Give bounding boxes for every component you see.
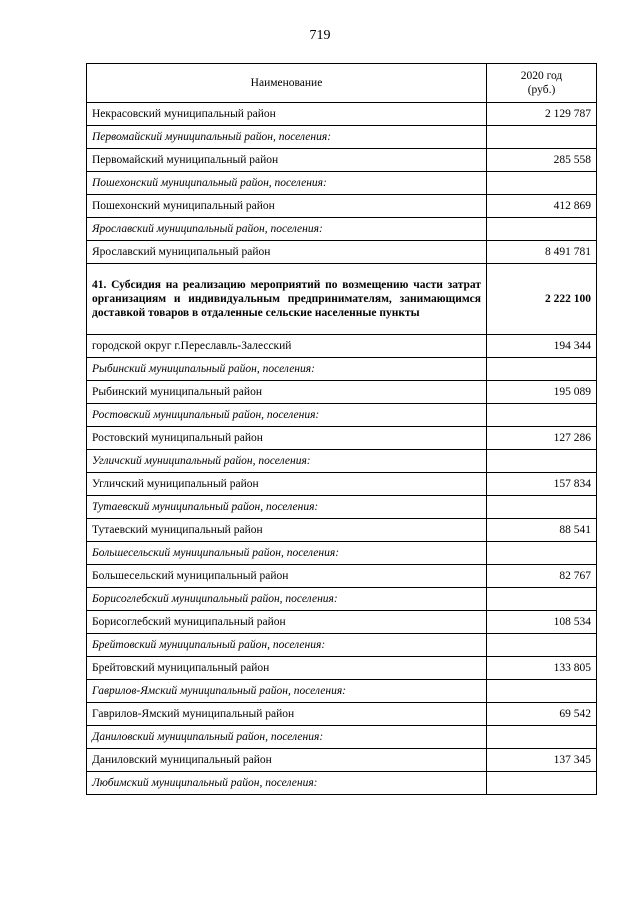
row-name-cell: Ярославский муниципальный район — [87, 241, 487, 264]
table-subheading-row — [87, 542, 597, 565]
row-amount-cell — [487, 126, 597, 149]
row-name-cell: Пошехонский муниципальный район, поселения: — [87, 172, 487, 195]
row-name-cell: Ростовский муниципальный район, поселения: — [87, 404, 487, 427]
page-number: 719 — [309, 28, 331, 43]
row-amount-cell: 285 558 — [487, 149, 597, 172]
row-name-cell: Рыбинский муниципальный район — [87, 381, 487, 404]
row-name-cell: Гаврилов-Ямский муниципальный район, поселения: — [87, 680, 487, 703]
row-name-cell: Некрасовский муниципальный район — [87, 103, 487, 126]
column-header-amount-year: 2020 год — [520, 70, 563, 82]
row-amount-cell — [487, 172, 597, 195]
row-name-cell: Первомайский муниципальный район, поселения: — [87, 126, 487, 149]
budget-table — [86, 63, 597, 795]
row-name-cell: Большесельский муниципальный район — [87, 565, 487, 588]
table-subheading-row — [87, 172, 597, 195]
table-subheading-row — [87, 218, 597, 241]
table-subheading-row — [87, 588, 597, 611]
table-subheading-row — [87, 450, 597, 473]
row-amount-cell: 157 834 — [487, 473, 597, 496]
row-amount-cell: 2 129 787 — [487, 103, 597, 126]
table-row — [87, 335, 597, 358]
row-name-cell: Рыбинский муниципальный район, поселения: — [87, 358, 487, 381]
row-amount-cell: 2 222 100 — [487, 264, 597, 335]
row-name-cell: Даниловский муниципальный район — [87, 749, 487, 772]
row-amount-cell — [487, 218, 597, 241]
column-header-amount — [487, 64, 597, 103]
row-name-cell: городской округ г.Переславль-Залесский — [87, 335, 487, 358]
table-subheading-row — [87, 634, 597, 657]
row-amount-cell — [487, 634, 597, 657]
table-subheading-row — [87, 726, 597, 749]
row-amount-cell: 412 869 — [487, 195, 597, 218]
row-amount-cell: 137 345 — [487, 749, 597, 772]
table-subheading-row — [87, 680, 597, 703]
table-row — [87, 195, 597, 218]
table-row — [87, 749, 597, 772]
row-amount-cell — [487, 588, 597, 611]
table-row — [87, 703, 597, 726]
table-row — [87, 149, 597, 172]
row-name-cell: Даниловский муниципальный район, поселения: — [87, 726, 487, 749]
table-row — [87, 427, 597, 450]
row-name-cell: Любимский муниципальный район, поселения: — [87, 772, 487, 795]
table-row — [87, 565, 597, 588]
table-row — [87, 473, 597, 496]
row-amount-cell — [487, 450, 597, 473]
column-header-amount-unit: (руб.) — [527, 84, 556, 96]
table-header-row — [87, 64, 597, 103]
column-header-name: Наименование — [87, 64, 487, 103]
row-name-cell: Борисоглебский муниципальный район — [87, 611, 487, 634]
row-name-cell: Ярославский муниципальный район, поселения: — [87, 218, 487, 241]
table-section-row — [87, 264, 597, 335]
row-name-cell: Первомайский муниципальный район — [87, 149, 487, 172]
table-row — [87, 381, 597, 404]
row-amount-cell: 8 491 781 — [487, 241, 597, 264]
row-amount-cell — [487, 496, 597, 519]
table-row — [87, 241, 597, 264]
row-amount-cell — [487, 542, 597, 565]
row-name-cell: Ростовский муниципальный район — [87, 427, 487, 450]
row-name-cell: Угличский муниципальный район, поселения: — [87, 450, 487, 473]
row-name-cell: Борисоглебский муниципальный район, поселения: — [87, 588, 487, 611]
row-amount-cell — [487, 404, 597, 427]
table-row — [87, 103, 597, 126]
row-amount-cell — [487, 726, 597, 749]
row-amount-cell — [487, 358, 597, 381]
row-name-cell: Брейтовский муниципальный район — [87, 657, 487, 680]
row-amount-cell: 69 542 — [487, 703, 597, 726]
row-amount-cell: 127 286 — [487, 427, 597, 450]
row-amount-cell: 88 541 — [487, 519, 597, 542]
table-row — [87, 611, 597, 634]
table-subheading-row — [87, 772, 597, 795]
row-amount-cell: 108 534 — [487, 611, 597, 634]
table-subheading-row — [87, 358, 597, 381]
row-name-cell: Угличский муниципальный район — [87, 473, 487, 496]
row-amount-cell: 133 805 — [487, 657, 597, 680]
table-subheading-row — [87, 496, 597, 519]
row-name-cell: Тутаевский муниципальный район — [87, 519, 487, 542]
row-amount-cell — [487, 772, 597, 795]
row-name-cell: Большесельский муниципальный район, поселения: — [87, 542, 487, 565]
row-name-cell: Тутаевский муниципальный район, поселения: — [87, 496, 487, 519]
table-body — [87, 103, 597, 795]
table-subheading-row — [87, 126, 597, 149]
row-amount-cell: 195 089 — [487, 381, 597, 404]
row-amount-cell: 82 767 — [487, 565, 597, 588]
table-subheading-row — [87, 404, 597, 427]
table-row — [87, 519, 597, 542]
row-amount-cell — [487, 680, 597, 703]
row-name-cell: Брейтовский муниципальный район, поселения: — [87, 634, 487, 657]
table-row — [87, 657, 597, 680]
row-name-cell: Пошехонский муниципальный район — [87, 195, 487, 218]
row-name-cell: Гаврилов-Ямский муниципальный район — [87, 703, 487, 726]
row-name-cell: 41. Субсидия на реализацию мероприятий по возмещению части затрат организациям и индивидуальным предпринимателям, занимающимся доставкой товаров в отдаленные сельские населенные пункты — [87, 264, 487, 335]
row-amount-cell: 194 344 — [487, 335, 597, 358]
